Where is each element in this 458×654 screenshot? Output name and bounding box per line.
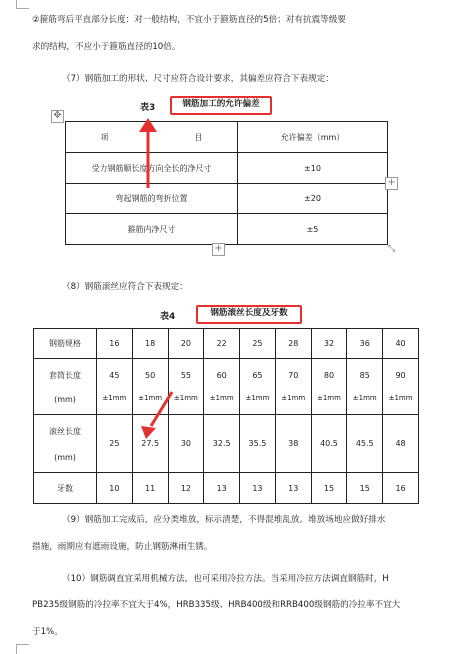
table-cell: 45 ±1mm	[97, 359, 133, 415]
table-cell: 13	[275, 473, 311, 504]
paragraph-item-10-cont: PB235级钢筋的冷拉率不宜大于4%，HRB335级、HRB400级和RRB400级钢筋的冷拉率不宜大	[32, 600, 401, 610]
red-arrow-down-annotation	[140, 390, 176, 440]
table3-header-item: 项 目	[66, 122, 238, 153]
table-cell: 32.5	[204, 415, 240, 473]
table3-cell-value: ±20	[238, 184, 388, 214]
paragraph-stirrup-length-cont: 求的结构，不应小于箍筋直径的10倍。	[32, 42, 181, 52]
table3-title-annotation: 钢筋加工的允许偏差	[170, 96, 272, 115]
table-cell: 20	[168, 329, 204, 359]
table-cell: 65 ±1mm	[240, 359, 276, 415]
table-cell: 22	[204, 329, 240, 359]
table4-caption: 表4	[160, 312, 176, 322]
row-label: 套筒长度 (mm)	[34, 359, 97, 415]
table-cell: 60 ±1mm	[204, 359, 240, 415]
table-cell: 18	[132, 329, 168, 359]
row-label: 滚丝长度 (mm)	[34, 415, 97, 473]
table-cell: 36	[347, 329, 383, 359]
table-move-handle[interactable]	[51, 110, 64, 123]
plus-icon: +	[214, 243, 223, 254]
paragraph-item-9-cont: 措施，雨期应有遮雨设施，防止钢筋淋雨生锈。	[32, 542, 213, 552]
table-cell: 30	[168, 415, 204, 473]
row-label: 牙数	[34, 473, 97, 504]
table-cell: 12	[168, 473, 204, 504]
plus-icon: +	[387, 177, 396, 188]
table-cell: 28	[275, 329, 311, 359]
table-cell: 70 ±1mm	[275, 359, 311, 415]
paragraph-item-10-end: 于1%。	[32, 627, 63, 637]
table-cell: 38	[275, 415, 311, 473]
paragraph-item-8: （8）钢筋滚丝应符合下表规定：	[62, 282, 188, 292]
table-cell: 27.5	[132, 415, 168, 473]
add-row-button[interactable]	[212, 243, 225, 256]
table3-cell-value: ±10	[238, 153, 388, 184]
paragraph-item-10: （10）钢筋调直宜采用机械方法，也可采用冷拉方法。当采用冷拉方法调直钢筋时，H	[62, 574, 389, 584]
add-column-button[interactable]	[385, 177, 398, 190]
table-cell: 32	[311, 329, 347, 359]
table-cell: 16	[97, 329, 133, 359]
table3	[65, 121, 388, 245]
table-cell: 25	[97, 415, 133, 473]
table3-cell-item: 弯起钢筋的弯折位置	[66, 184, 238, 214]
table-cell: 16	[383, 473, 419, 504]
table-cell: 13	[240, 473, 276, 504]
table-cell: 40.5	[311, 415, 347, 473]
table4-row-teeth	[34, 473, 419, 504]
page-margin-mark	[16, 0, 29, 9]
table3-cell-item: 受力钢筋顺长度方向全长的净尺寸	[66, 153, 238, 184]
table3-cell-value: ±5	[238, 214, 388, 245]
move-icon: ✥	[53, 110, 62, 121]
table-cell: 10	[97, 473, 133, 504]
table-cell: 55 ±1mm	[168, 359, 204, 415]
table-cell: 90 ±1mm	[383, 359, 419, 415]
table4	[33, 328, 419, 504]
table4-row-thread	[34, 415, 419, 473]
table-cell: 45.5	[347, 415, 383, 473]
row-label: 钢筋规格	[34, 329, 97, 359]
table4-row-sleeve	[34, 359, 419, 415]
table-cell: 80 ±1mm	[311, 359, 347, 415]
table-cell: 40	[383, 329, 419, 359]
paragraph-item-9: （9）钢筋加工完成后，应分类堆放，标示清楚，不得混堆乱放。堆放场地应做好排水	[62, 515, 386, 525]
table4-row-diameter	[34, 329, 419, 359]
table3-header-tolerance: 允许偏差（mm）	[238, 122, 388, 153]
table-cell: 48	[383, 415, 419, 473]
table-cell: 11	[132, 473, 168, 504]
paragraph-item-7: （7）钢筋加工的形状、尺寸应符合设计要求，其偏差应符合下表规定：	[62, 74, 334, 84]
table-cell: 13	[204, 473, 240, 504]
table-cell: 35.5	[240, 415, 276, 473]
table-cell: 85 ±1mm	[347, 359, 383, 415]
table-cell: 50 ±1mm	[132, 359, 168, 415]
table3-caption: 表3	[140, 103, 156, 113]
paragraph-stirrup-length: ②箍筋弯后平直部分长度：对一般结构，不宜小于箍筋直径的5倍；对有抗震等级要	[32, 15, 346, 25]
table-cell: 15	[311, 473, 347, 504]
resize-handle-icon[interactable]: ⤡	[388, 244, 396, 254]
table-cell: 25	[240, 329, 276, 359]
table4-title-annotation: 钢筋滚丝长度及牙数	[196, 305, 302, 324]
table-cell: 15	[347, 473, 383, 504]
table3-cell-item: 箍筋内净尺寸	[66, 214, 238, 245]
red-arrow-up-annotation	[138, 118, 158, 190]
